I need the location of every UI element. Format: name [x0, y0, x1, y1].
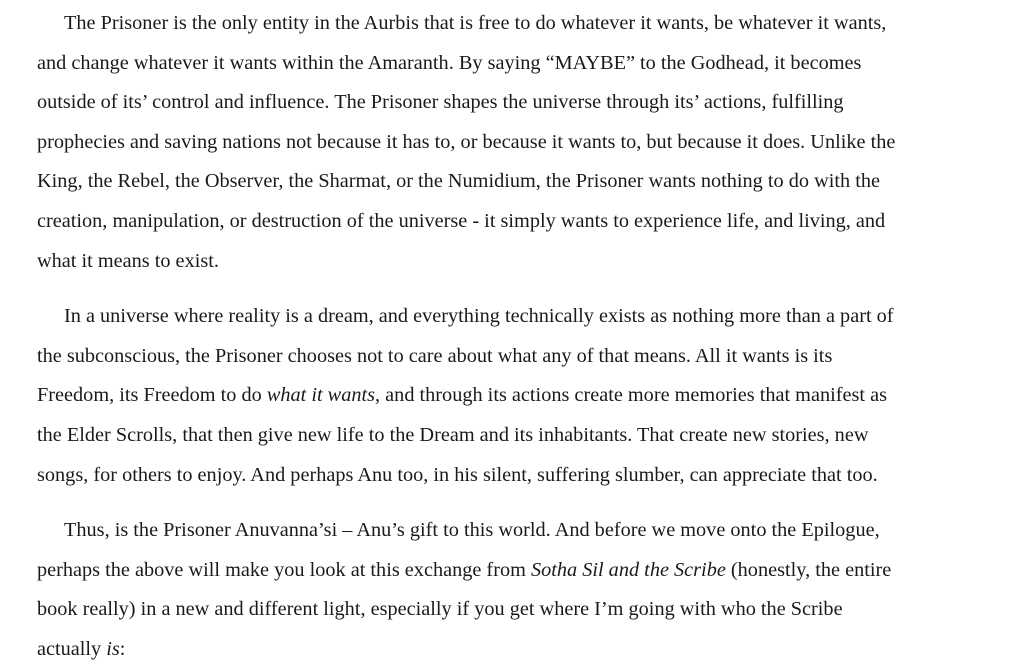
text-line: Thus, is the Prisoner Anuvanna’si – Anu’s gift to this world. And before we move onto the Epilogue, — [64, 519, 880, 542]
text-line: outside of its’ control and influence. The Prisoner shapes the universe through its’ actions, fulfilling — [37, 91, 844, 114]
text-line: the subconscious, the Prisoner chooses not to care about what any of that means. All it wants is its — [37, 344, 833, 367]
paragraph-dream-universe — [37, 297, 987, 495]
text-line: and change whatever it wants within the Amaranth. By saying “MAYBE” to the Godhead, it becomes — [37, 51, 862, 74]
text-run: Freedom, its Freedom to do — [37, 384, 267, 407]
text-line — [37, 630, 987, 670]
paragraph-anuvannasi — [37, 511, 987, 669]
text-line: creation, manipulation, or destruction of the universe - it simply wants to experience life, and living, and — [37, 209, 886, 232]
document-body — [37, 4, 987, 670]
text-run: actually — [37, 637, 107, 660]
text-line: The Prisoner is the only entity in the Aurbis that is free to do whatever it wants, be whatever it wants, — [64, 12, 887, 34]
text-line: songs, for others to enjoy. And perhaps Anu too, in his silent, suffering slumber, can appreciate that too. — [37, 463, 878, 486]
text-line: what it means to exist. — [37, 249, 219, 272]
text-run: , and through its actions create more memories that manifest as — [375, 384, 887, 407]
text-run: (honestly, the entire — [725, 558, 892, 581]
text-run: : — [119, 637, 126, 660]
italic-text: is — [106, 637, 120, 660]
text-line: book really) in a new and different light, especially if you get where I’m going with who the Scribe — [37, 598, 843, 621]
text-line: the Elder Scrolls, that then give new life to the Dream and its inhabitants. That create new stories, new — [37, 423, 869, 446]
text-line: In a universe where reality is a dream, and everything technically exists as nothing more than a part of — [64, 305, 894, 328]
paragraph-prisoner-intro — [37, 4, 987, 281]
text-line — [37, 551, 987, 591]
text-line: prophecies and saving nations not because it has to, or because it wants to, but because it does. Unlike the — [37, 130, 896, 153]
text-run: perhaps the above will make you look at this exchange from — [37, 558, 531, 581]
text-line: King, the Rebel, the Observer, the Sharmat, or the Numidium, the Prisoner wants nothing to do with the — [37, 170, 880, 193]
book-title-italic: Sotha Sil and the Scribe — [530, 558, 726, 581]
text-line — [37, 376, 987, 416]
italic-text: what it wants — [266, 384, 376, 407]
